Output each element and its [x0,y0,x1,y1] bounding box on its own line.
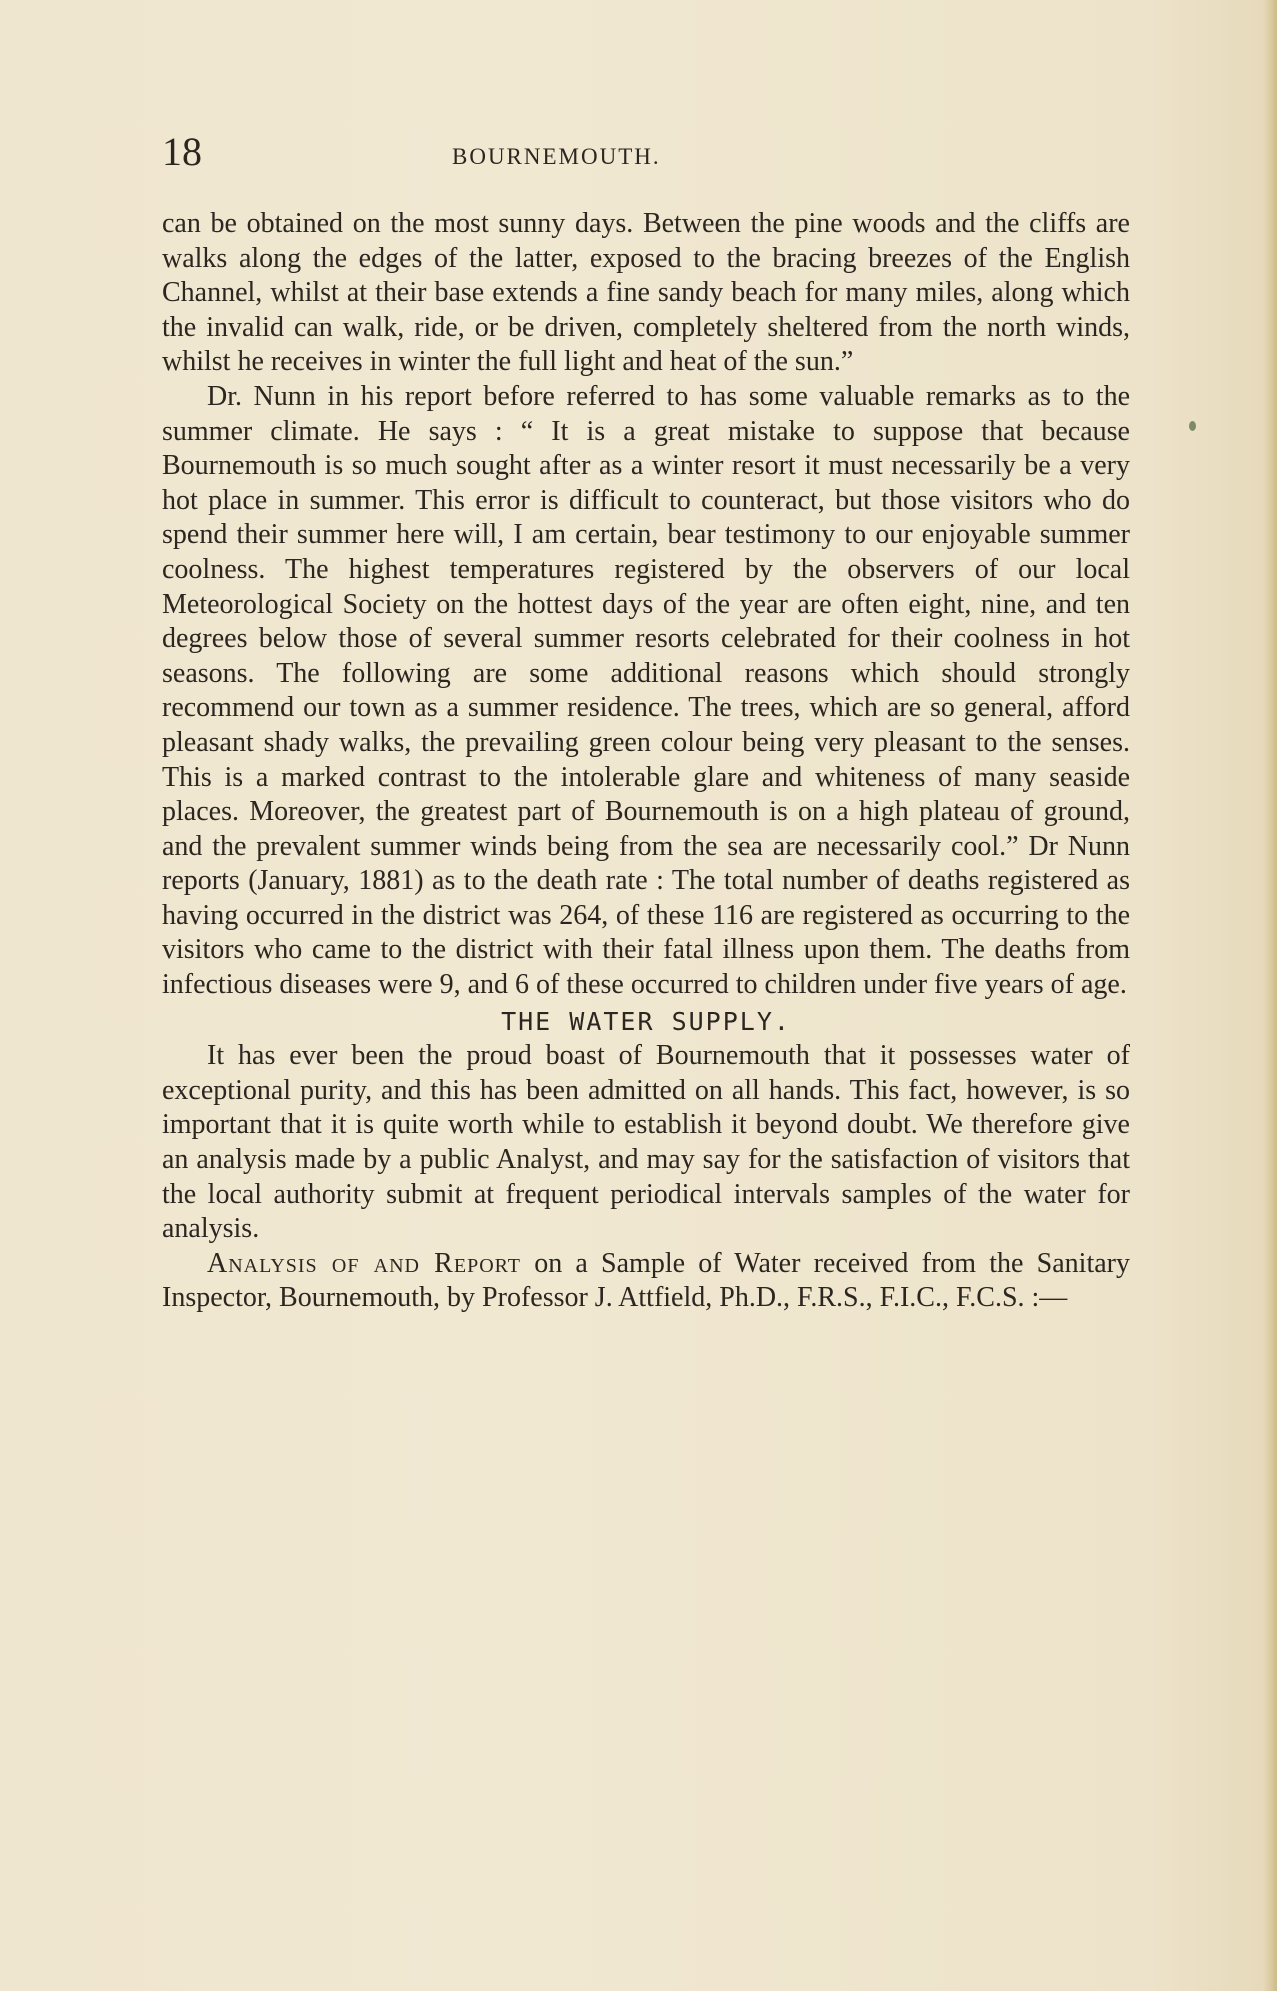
paragraph-4-rest: on a Sample of Water received from the Sanitary Inspector, Bournemouth, by Professor J. Attfield, Ph.D., F.R.S., F.I.C., F.C.S. :— [162,1247,1130,1314]
running-head: BOURNEMOUTH. [452,144,661,169]
page-number: 18 [162,129,202,174]
ink-spot [1189,421,1196,431]
paragraph-2: Dr. Nunn in his report before referred to has some valuable remarks as to the summer climate. He says : “ It is a great mistake to suppose that because Bournemouth is so much sought after as a winter resort it must necessarily be a very hot place in summer. This error is difficult to counteract, but those visitors who do spend their summer here will, I am certain, bear testimony to our enjoyable summer coolness. The highest temperatures registered by the observers of our local Meteorological Society on the hottest days of the year are often eight, nine, and ten degrees below those of several summer resorts celebrated for their coolness in hot seasons. The following are some additional reasons which should strongly recommend our town as a summer residence. The trees, which are so general, afford pleasant shady walks, the prevailing green colour being very pleasant to the senses. This is a marked contrast to the intolerable glare and whiteness of many seaside places. Moreover, the greatest part of Bournemouth is on a high plateau of ground, and the prevalent summer winds being from the sea are necessarily cool.” Dr Nunn reports (January, 1881) as to the death rate : The total number of deaths registered as having occurred in the district was 264, of these 116 are registered as occurring to the visitors who came to the district with their fatal illness upon them. The deaths from infectious diseases were 9, and 6 of these occurred to children under five years of age. [162,380,1130,1001]
paragraph-1: can be obtained on the most sunny days. Between the pine woods and the cliffs are walks along the edges of the latter, exposed to the bracing breezes of the English Channel, whilst at their base extends a fine sandy beach for many miles, along which the invalid can walk, ride, or be driven, completely sheltered from the north winds, whilst he receives in winter the full light and heat of the sun.” [162,208,1130,378]
body-text [162,207,1130,1316]
paragraph-4 [162,1247,1130,1316]
page-edge [1263,0,1277,1991]
paragraph-4-lead: Analysis of and Report [207,1247,521,1279]
page-header [162,129,1142,182]
section-title: THE WATER SUPPLY. [501,1006,791,1036]
paragraph-3: It has ever been the proud boast of Bournemouth that it possesses water of exceptional purity, and this has been admitted on all hands. This fact, however, is so important that it is quite worth while to establish it beyond doubt. We therefore give an analysis made by a public Analyst, and may say for the satisfaction of visitors that the local authority submit at frequent periodical intervals samples of the water for analysis. [162,1040,1130,1245]
